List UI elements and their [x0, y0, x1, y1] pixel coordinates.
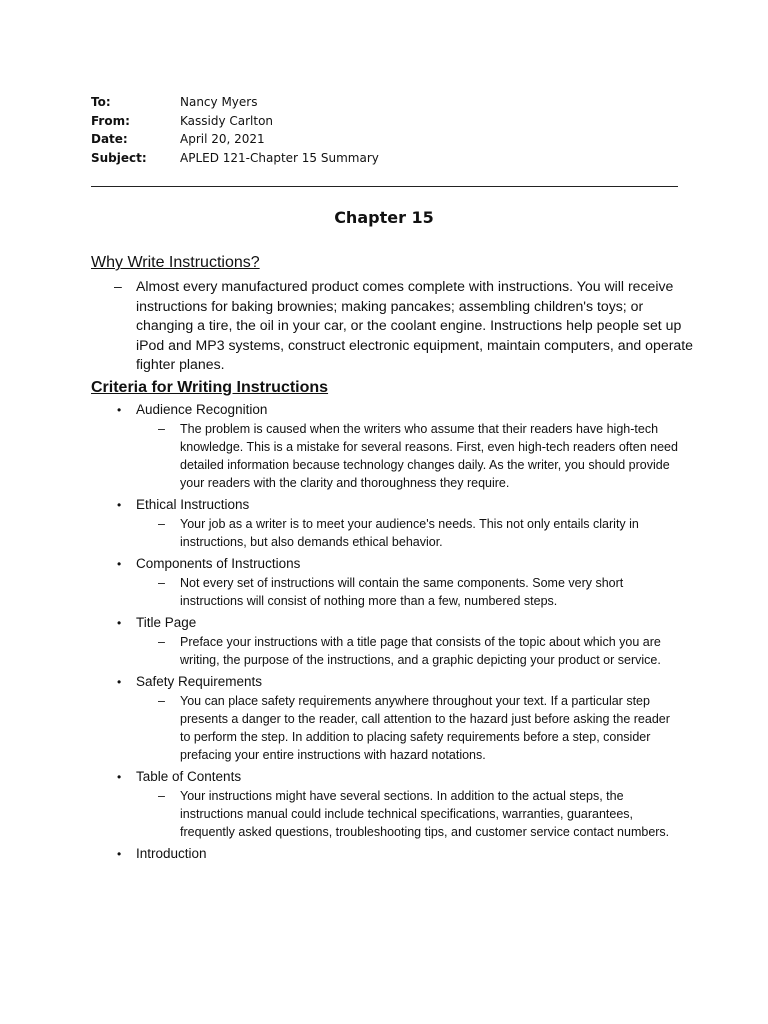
memo-from-value: Kassidy Carlton [180, 113, 274, 128]
memo-subject-label: Subject: [91, 150, 147, 165]
why-write-heading: Why Write Instructions? [91, 254, 260, 271]
bullet-marker: • [117, 616, 122, 630]
criteria-item-text: The problem is caused when the writers who assume that their readers have high-tech knowledge. This is a mistake for several reasons. First, even high-tech readers often need detailed information because technology changes daily. As the writer, you should provide your readers with the clarity and thoroughness they require. [180, 422, 678, 490]
criteria-item-description [158, 633, 680, 669]
criteria-item-text: Your instructions might have several sections. In addition to the actual steps, the instructions manual could include technical specifications, warranties, guarantees, frequently asked questions, troubleshooting tips, and customer service contact numbers. [180, 789, 670, 839]
list-item [91, 554, 691, 610]
memo-date-label: Date: [91, 132, 128, 147]
dash-marker: – [114, 278, 122, 294]
criteria-item-label: Components of Instructions [136, 556, 301, 571]
bullet-marker: • [117, 847, 122, 861]
criteria-item-label: Table of Contents [136, 769, 242, 784]
list-item [91, 672, 691, 764]
criteria-item-text: Not every set of instructions will contain the same components. Some very short instructions will consist of nothing more than a few, numbered steps. [180, 576, 624, 608]
criteria-item-text: Your job as a writer is to meet your audience's needs. This not only entails clarity in instructions, but also demands ethical behavior. [180, 517, 639, 549]
why-write-text: Almost every manufactured product comes complete with instructions. You will receive instructions for baking brownies; making pancakes; assembling children's toys; or changing a tire, the oil in your car, or the coolant engine. Instructions help people set up iPod and MP3 systems, construct electronic equipment, maintain computers, and operate fighter planes. [136, 278, 693, 372]
criteria-item-text: Preface your instructions with a title page that consists of the topic about which you are writing, the purpose of the instructions, and a graphic depicting your product or service. [180, 635, 661, 667]
memo-header [91, 93, 379, 167]
criteria-item-label: Audience Recognition [136, 402, 268, 417]
criteria-item-label: Title Page [136, 615, 197, 630]
criteria-item-description [158, 692, 680, 764]
criteria-item-description [158, 515, 680, 551]
dash-marker: – [158, 789, 165, 803]
dash-marker: – [158, 576, 165, 590]
list-item [91, 495, 691, 551]
dash-marker: – [158, 694, 165, 708]
criteria-item-text: You can place safety requirements anywhere throughout your text. If a particular step presents a danger to the reader, call attention to the hazard just before asking the reader to perform the step. In addition to placing safety requirements before a step, consider prefacing your entire instructions with hazard notations. [180, 694, 670, 762]
list-item [91, 613, 691, 669]
memo-subject-value: APLED 121-Chapter 15 Summary [180, 150, 379, 165]
criteria-item-label: Safety Requirements [136, 674, 263, 689]
memo-date-value: April 20, 2021 [180, 132, 265, 147]
list-item [91, 400, 691, 492]
chapter-title: Chapter 15 [334, 208, 434, 227]
header-divider [91, 186, 678, 187]
memo-from-label: From: [91, 113, 130, 128]
criteria-list [91, 400, 691, 864]
bullet-marker: • [117, 498, 122, 512]
dash-marker: – [158, 517, 165, 531]
list-item [91, 844, 691, 864]
criteria-item-description [158, 574, 680, 610]
criteria-item-label: Ethical Instructions [136, 497, 250, 512]
memo-from-row [91, 112, 379, 131]
criteria-heading: Criteria for Writing Instructions [91, 379, 329, 396]
memo-to-value: Nancy Myers [180, 95, 258, 109]
criteria-item-description [158, 420, 680, 492]
memo-to-row [91, 93, 379, 112]
dash-marker: – [158, 422, 165, 436]
memo-to-label: To: [91, 95, 111, 109]
bullet-marker: • [117, 403, 122, 417]
criteria-item-label: Introduction [136, 846, 207, 861]
why-write-paragraph [114, 277, 694, 375]
list-item [91, 767, 691, 841]
criteria-item-description [158, 787, 680, 841]
dash-marker: – [158, 635, 165, 649]
memo-subject-row [91, 149, 379, 168]
bullet-marker: • [117, 557, 122, 571]
bullet-marker: • [117, 770, 122, 784]
memo-date-row [91, 130, 379, 149]
bullet-marker: • [117, 675, 122, 689]
